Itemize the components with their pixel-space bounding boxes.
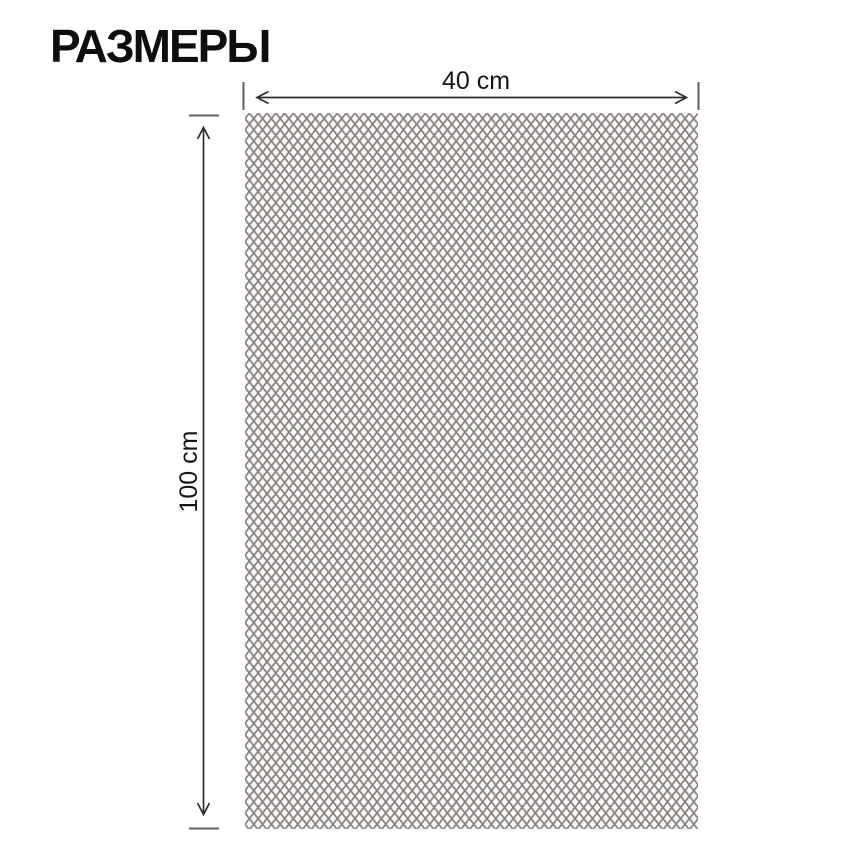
height-dimension-label: 100 cm	[175, 430, 203, 513]
width-dimension	[257, 67, 687, 104]
height-dimension	[175, 128, 210, 815]
extent-ticks	[189, 82, 699, 829]
width-dimension-label: 40 cm	[441, 67, 511, 95]
page-title: РАЗМЕРЫ	[50, 20, 270, 72]
